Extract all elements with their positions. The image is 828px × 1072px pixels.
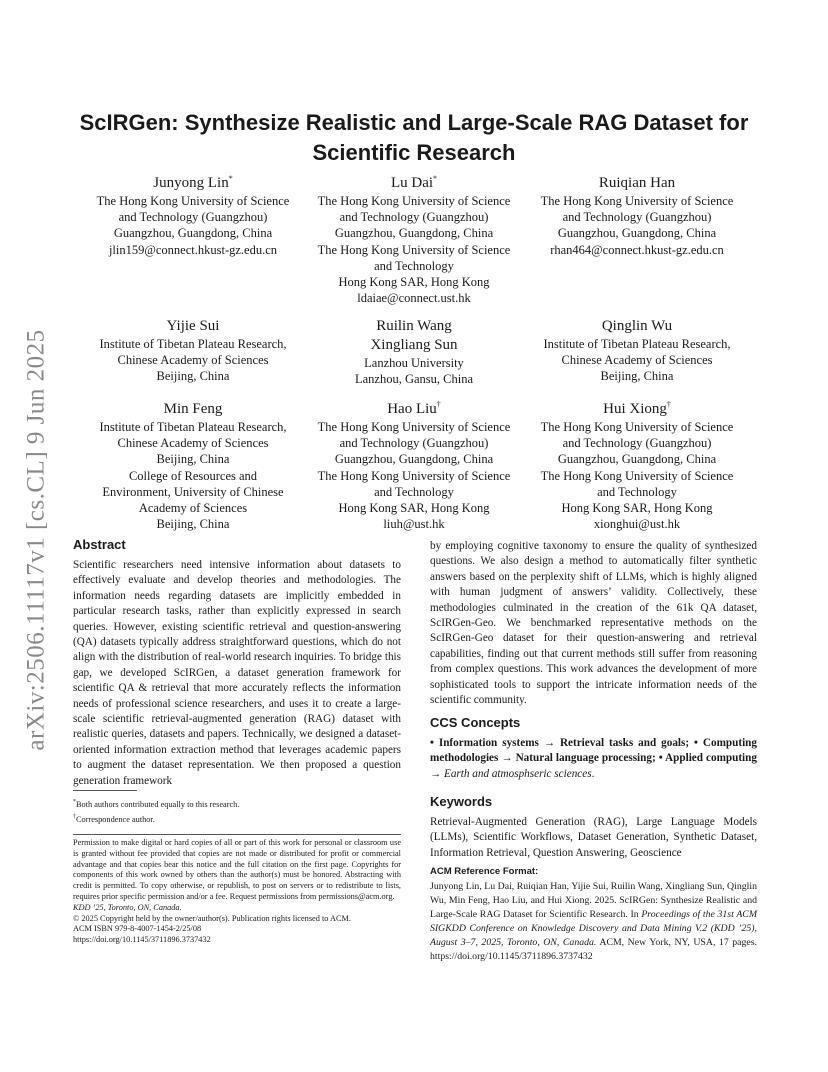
author-name: Junyong Lin* [153,174,233,191]
author-name: Ruiqian Han [598,175,676,191]
ccs-heading: CCS Concepts [430,715,521,730]
acm-reference-text: Junyong Lin, Lu Dai, Ruiqian Han, Yijie Sui, Ruilin Wang, Xingliang Sun, Qinglin Wu, Min Feng, Hao Liu, and Hui Xiong. 2025. ScIRGen: Synthesize Realistic and Large-Scale RAG Dataset for Scientific Research. In Proceedings of the 31st ACM SIGKDD Conference on Knowledge Discovery and Data Mining V.2 (KDD ’25), August 3–7, 2025, Toronto, ON, Canada. ACM, New York, NY, USA, 17 pages. https://doi.org/10.1145/3711896.3737432 [430,881,758,962]
author-block: Hao Liu† The Hong Kong University of Science and Technology (Guangzhou) Guangzhou, Guangdong, China The Hong Kong University of Science and Technology Hong Kong SAR, Hong Kong liuh@ust.hk [303,396,525,532]
author-name: Min Feng [163,401,223,417]
author-name: Yijie Sui [166,318,220,334]
arxiv-identifier: arXiv:2506.11117v1 [cs.CL] 9 Jun 2025 [23,329,51,751]
ccs-section [430,715,757,782]
abstract-heading: Abstract [73,537,126,552]
author-name: Hao Liu† [387,400,441,417]
acm-reference [430,866,757,964]
keywords-section [430,794,757,861]
author-block: Junyong Lin* The Hong Kong University of Science and Technology (Guangzhou) Guangzhou, Guangdong, China jlin159@connect.hkust-gz.edu.cn [82,170,304,258]
author-block: Hui Xiong† The Hong Kong University of Science and Technology (Guangzhou) Guangzhou, Guangdong, China The Hong Kong University of Science and Technology Hong Kong SAR, Hong Kong xionghui@ust.hk [526,396,748,532]
abstract-continued [430,539,757,708]
author-name: Hui Xiong† [603,400,671,417]
abstract-section [73,537,401,789]
ccs-text: • Information systems → Retrieval tasks and goals; • Computing methodologies → Natural language processing; • Applied computing → Earth and atmosphseric sciences. [430,737,757,780]
acm-reference-heading: ACM Reference Format: [430,866,539,877]
abstract-text-left: Scientific researchers need intensive information about datasets to effectively evaluate and develop theories and methodologies. The information needs regarding datasets are implicitly embedded in particular research tasks, rather than explicitly expressed in search queries. However, existing scientific retrieval and question-answering (QA) datasets typically address straightforward questions, which do not align with the distribution of real-world research inquiries. To bridge this gap, we developed ScIRGen, a dataset generation framework for scientific QA & retrieval that more accurately reflects the information needs of professional science researchers, and uses it to create a large-scale scientific retrieval-augmented generation (RAG) dataset with realistic queries, datasets and papers. Technically, we designed a dataset-oriented information extraction method that leverages academic papers to augment the dataset representation. We then proposed a question generation framework [73,559,401,787]
permission-statement: Permission to make digital or hard copies of all or part of this work for personal or classroom use is granted without fee provided that copies are not made or distributed for profit or commercial advantage and that copies bear this notice and the full citation on the first page. Copyrights for components of this work owned by others than the author(s) must be honored. Abstracting with credit is permitted. To copy otherwise, or republish, to post on servers or to redistribute to lists, requires prior specific permission and/or a fee. Request permissions from permissions@acm.org. KDD ’25, Toronto, ON, Canada. © 2025 Copyright held by the owner/author(s). Publication rights licensed to ACM. ACM ISBN 979-8-4007-1454-2/25/08 https://doi.org/10.1145/3711896.3737432 [73,838,401,945]
author-block: Min Feng Institute of Tibetan Plateau Research, Chinese Academy of Sciences Beijing, China College of Resources and Environment, University of Chinese Academy of Sciences Beijing, China [82,396,304,532]
abstract-text-right: by employing cognitive taxonomy to ensure the quality of synthesized questions. We also design a method to automatically filter synthetic answers based on the perplexity shift of LLMs, which is highly aligned with human judgment of answers’ validity. Collectively, these methodologies culminated in the creation of the 61k QA dataset, ScIRGen-Geo. We benchmarked representative methods on the ScIRGen-Geo dataset for their question-answering and retrieval capabilities, finding out that current methods still suffer from reasoning from complex questions. This work advances the development of more sophisticated tools to support the intricate information needs of the scientific community. [430,540,757,707]
author-block: Qinglin Wu Institute of Tibetan Plateau Research, Chinese Academy of Sciences Beijing, China [526,313,748,385]
author-name: Lu Dai* [390,174,438,191]
author-name: Qinglin Wu [601,318,673,334]
author-block: Lu Dai* The Hong Kong University of Science and Technology (Guangzhou) Guangzhou, Guangdong, China The Hong Kong University of Science and Technology Hong Kong SAR, Hong Kong ldaiae@connect.ust.hk [303,170,525,306]
permission-divider [73,834,401,835]
author-name: Xingliang Sun [370,337,458,353]
author-name: Ruilin Wang [376,318,452,334]
footnote-divider [73,790,137,791]
paper-title: ScIRGen: Synthesize Realistic and Large-Scale RAG Dataset for Scientific Research [79,110,749,165]
author-block: Ruilin Wang Xingliang Sun Lanzhou University Lanzhou, Gansu, China [303,313,525,387]
keywords-text: Retrieval-Augmented Generation (RAG), Large Language Models (LLMs), Scientific Workflows, Dataset Generation, Synthetic Dataset, Information Retrieval, Question Answering, Geoscience [430,816,757,859]
author-block: Ruiqian Han The Hong Kong University of Science and Technology (Guangzhou) Guangzhou, Guangdong, China rhan464@connect.hkust-gz.edu.cn [526,170,748,258]
keywords-heading: Keywords [430,794,493,809]
author-block: Yijie Sui Institute of Tibetan Plateau Research, Chinese Academy of Sciences Beijing, China [82,313,304,385]
footnotes: *Both authors contributed equally to this research. †Correspondence author. [73,799,240,824]
